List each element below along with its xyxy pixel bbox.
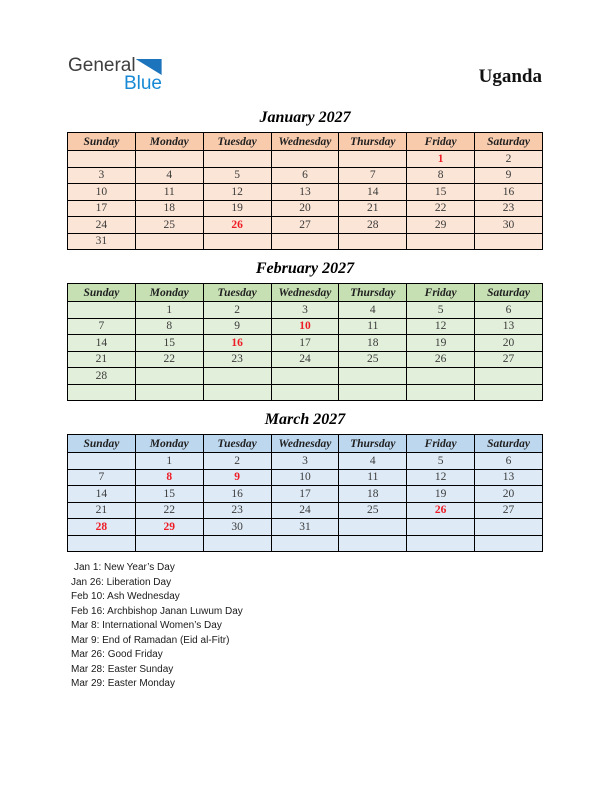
day-cell: 21: [68, 351, 136, 368]
weekday-header: Thursday: [339, 435, 407, 453]
weekday-header: Thursday: [339, 133, 407, 151]
day-cell: 1: [135, 453, 203, 470]
day-cell: 17: [68, 200, 136, 217]
day-cell: 19: [407, 486, 475, 503]
empty-day-cell: [68, 384, 136, 401]
week-row: [68, 151, 543, 168]
weekday-header: Saturday: [475, 284, 543, 302]
day-cell: 3: [271, 302, 339, 319]
empty-day-cell: [407, 519, 475, 536]
day-cell: 30: [475, 217, 543, 234]
day-cell: 31: [68, 233, 136, 250]
empty-day-cell: [203, 151, 271, 168]
empty-day-cell: [271, 151, 339, 168]
day-cell: 19: [407, 335, 475, 352]
day-cell: 26: [407, 502, 475, 519]
day-cell: 5: [407, 302, 475, 319]
holiday-date: Jan 1: [74, 562, 99, 573]
empty-day-cell: [271, 535, 339, 552]
day-cell: 18: [339, 335, 407, 352]
week-row: [68, 318, 543, 335]
empty-day-cell: [407, 535, 475, 552]
day-cell: 13: [475, 469, 543, 486]
weekday-header: Wednesday: [271, 284, 339, 302]
empty-day-cell: [475, 519, 543, 536]
march-table: [67, 434, 543, 552]
empty-day-cell: [407, 368, 475, 385]
empty-day-cell: [339, 384, 407, 401]
holiday-item: Mar 29: Easter Monday: [71, 678, 175, 689]
month-january: [67, 108, 543, 250]
week-row: [68, 335, 543, 352]
empty-day-cell: [68, 151, 136, 168]
country-title: Uganda: [478, 66, 542, 87]
week-row: [68, 453, 543, 470]
empty-day-cell: [271, 384, 339, 401]
day-cell: 29: [407, 217, 475, 234]
week-row: [68, 351, 543, 368]
empty-day-cell: [135, 233, 203, 250]
week-row: [68, 469, 543, 486]
week-row: [68, 217, 543, 234]
day-cell: 4: [339, 302, 407, 319]
day-cell: 28: [339, 217, 407, 234]
day-cell: 5: [203, 167, 271, 184]
day-cell: 9: [203, 469, 271, 486]
holiday-item: Jan 1: New Year’s Day: [74, 562, 175, 573]
empty-day-cell: [135, 535, 203, 552]
weekday-header: Tuesday: [203, 435, 271, 453]
holiday-name: International Women’s Day: [102, 620, 222, 631]
day-cell: 26: [407, 351, 475, 368]
day-cell: 23: [203, 502, 271, 519]
week-row: [68, 535, 543, 552]
day-cell: 7: [68, 469, 136, 486]
day-cell: 8: [135, 318, 203, 335]
weekday-header: Thursday: [339, 284, 407, 302]
weekday-header: Sunday: [68, 133, 136, 151]
day-cell: 9: [203, 318, 271, 335]
weekday-header: Monday: [135, 284, 203, 302]
day-cell: 16: [475, 184, 543, 201]
holiday-date: Mar 28: [71, 663, 103, 675]
holiday-name: Liberation Day: [106, 576, 172, 588]
day-cell: 6: [271, 167, 339, 184]
day-cell: 12: [407, 318, 475, 335]
holiday-list: [71, 561, 243, 692]
day-cell: 21: [339, 200, 407, 217]
empty-day-cell: [135, 151, 203, 168]
empty-day-cell: [339, 368, 407, 385]
general-blue-logo: [68, 55, 163, 94]
day-cell: 4: [339, 453, 407, 470]
holiday-item: Mar 9: End of Ramadan (Eid al-Fitr): [71, 634, 230, 646]
day-cell: 11: [339, 318, 407, 335]
empty-day-cell: [135, 368, 203, 385]
empty-day-cell: [475, 233, 543, 250]
day-cell: 27: [271, 217, 339, 234]
empty-day-cell: [407, 233, 475, 250]
day-cell: 23: [475, 200, 543, 217]
day-cell: 14: [68, 486, 136, 503]
day-cell: 2: [475, 151, 543, 168]
empty-day-cell: [68, 453, 136, 470]
month-title: January 2027: [259, 109, 351, 126]
weekday-header: Monday: [135, 133, 203, 151]
empty-day-cell: [203, 368, 271, 385]
day-cell: 8: [135, 469, 203, 486]
holiday-name: End of Ramadan (Eid al-Fitr): [102, 634, 230, 646]
week-row: [68, 384, 543, 401]
holiday-name: Easter Monday: [107, 678, 175, 689]
day-cell: 3: [271, 453, 339, 470]
day-cell: 8: [407, 167, 475, 184]
weekday-header: Friday: [407, 435, 475, 453]
holiday-item: Mar 8: International Women’s Day: [71, 620, 222, 631]
holiday-date: Mar 29: [71, 678, 103, 689]
weekday-header-row: [68, 435, 543, 453]
holiday-name: Good Friday: [107, 649, 163, 660]
day-cell: 13: [271, 184, 339, 201]
weekday-header-row: [68, 133, 543, 151]
weekday-header: Friday: [407, 133, 475, 151]
week-row: [68, 200, 543, 217]
empty-day-cell: [339, 519, 407, 536]
day-cell: 6: [475, 453, 543, 470]
day-cell: 10: [271, 318, 339, 335]
weekday-header: Saturday: [475, 435, 543, 453]
holiday-date: Mar 8: [71, 620, 97, 631]
day-cell: 15: [135, 335, 203, 352]
day-cell: 15: [135, 486, 203, 503]
month-february: [67, 259, 543, 401]
holiday-item: Feb 10: Ash Wednesday: [71, 591, 180, 602]
day-cell: 14: [68, 335, 136, 352]
day-cell: 7: [68, 318, 136, 335]
week-row: [68, 167, 543, 184]
month-title: March 2027: [264, 411, 346, 428]
holiday-item: Mar 28: Easter Sunday: [71, 663, 174, 675]
day-cell: 13: [475, 318, 543, 335]
holiday-item: Feb 16: Archbishop Janan Luwum Day: [71, 605, 243, 617]
empty-day-cell: [68, 535, 136, 552]
empty-day-cell: [203, 535, 271, 552]
empty-day-cell: [203, 384, 271, 401]
empty-day-cell: [68, 302, 136, 319]
day-cell: 27: [475, 351, 543, 368]
weekday-header-row: [68, 284, 543, 302]
day-cell: 15: [407, 184, 475, 201]
holiday-name: Ash Wednesday: [107, 591, 180, 602]
empty-day-cell: [475, 384, 543, 401]
empty-day-cell: [475, 368, 543, 385]
day-cell: 28: [68, 519, 136, 536]
holiday-item: Mar 26: Good Friday: [71, 649, 163, 660]
week-row: [68, 184, 543, 201]
day-cell: 5: [407, 453, 475, 470]
day-cell: 12: [407, 469, 475, 486]
day-cell: 2: [203, 302, 271, 319]
weekday-header: Monday: [135, 435, 203, 453]
day-cell: 18: [339, 486, 407, 503]
empty-day-cell: [339, 233, 407, 250]
empty-day-cell: [339, 535, 407, 552]
week-row: [68, 302, 543, 319]
day-cell: 17: [271, 486, 339, 503]
day-cell: 20: [475, 486, 543, 503]
day-cell: 21: [68, 502, 136, 519]
quarter-calendars: [67, 108, 543, 561]
day-cell: 22: [135, 351, 203, 368]
holiday-date: Mar 9: [71, 634, 97, 646]
weekday-header: Saturday: [475, 133, 543, 151]
day-cell: 27: [475, 502, 543, 519]
day-cell: 9: [475, 167, 543, 184]
day-cell: 25: [339, 502, 407, 519]
week-row: [68, 486, 543, 503]
empty-day-cell: [407, 384, 475, 401]
empty-day-cell: [339, 151, 407, 168]
empty-day-cell: [271, 368, 339, 385]
day-cell: 2: [203, 453, 271, 470]
day-cell: 1: [407, 151, 475, 168]
week-row: [68, 233, 543, 250]
day-cell: 6: [475, 302, 543, 319]
day-cell: 22: [407, 200, 475, 217]
day-cell: 14: [339, 184, 407, 201]
logo-text-blue: Blue: [123, 73, 162, 94]
holiday-name: Easter Sunday: [107, 663, 174, 675]
day-cell: 24: [68, 217, 136, 234]
day-cell: 10: [68, 184, 136, 201]
holiday-date: Feb 10: [71, 591, 103, 602]
day-cell: 16: [203, 335, 271, 352]
day-cell: 22: [135, 502, 203, 519]
day-cell: 1: [135, 302, 203, 319]
day-cell: 20: [271, 200, 339, 217]
empty-day-cell: [271, 233, 339, 250]
day-cell: 3: [68, 167, 136, 184]
week-row: [68, 502, 543, 519]
weekday-header: Friday: [407, 284, 475, 302]
day-cell: 19: [203, 200, 271, 217]
day-cell: 29: [135, 519, 203, 536]
weekday-header: Sunday: [68, 284, 136, 302]
day-cell: 24: [271, 502, 339, 519]
day-cell: 11: [339, 469, 407, 486]
weekday-header: Sunday: [68, 435, 136, 453]
day-cell: 18: [135, 200, 203, 217]
day-cell: 23: [203, 351, 271, 368]
day-cell: 25: [339, 351, 407, 368]
day-cell: 17: [271, 335, 339, 352]
weekday-header: Wednesday: [271, 133, 339, 151]
holiday-date: Jan 26: [71, 576, 102, 588]
day-cell: 25: [135, 217, 203, 234]
logo-text-general: General: [68, 55, 136, 76]
empty-day-cell: [475, 535, 543, 552]
day-cell: 4: [135, 167, 203, 184]
february-table: [67, 283, 543, 401]
day-cell: 11: [135, 184, 203, 201]
month-march: [67, 410, 543, 552]
weekday-header: Wednesday: [271, 435, 339, 453]
holiday-name: Archbishop Janan Luwum Day: [107, 605, 243, 617]
day-cell: 28: [68, 368, 136, 385]
holiday-date: Mar 26: [71, 649, 103, 660]
day-cell: 7: [339, 167, 407, 184]
empty-day-cell: [135, 384, 203, 401]
january-table: [67, 132, 543, 250]
day-cell: 31: [271, 519, 339, 536]
holiday-date: Feb 16: [71, 605, 103, 617]
holiday-item: Jan 26: Liberation Day: [71, 576, 172, 588]
day-cell: 20: [475, 335, 543, 352]
holiday-name: New Year’s Day: [104, 562, 175, 573]
week-row: [68, 368, 543, 385]
month-title: February 2027: [255, 260, 355, 277]
empty-day-cell: [203, 233, 271, 250]
day-cell: 30: [203, 519, 271, 536]
weekday-header: Tuesday: [203, 284, 271, 302]
day-cell: 24: [271, 351, 339, 368]
week-row: [68, 519, 543, 536]
day-cell: 10: [271, 469, 339, 486]
day-cell: 12: [203, 184, 271, 201]
weekday-header: Tuesday: [203, 133, 271, 151]
day-cell: 26: [203, 217, 271, 234]
day-cell: 16: [203, 486, 271, 503]
